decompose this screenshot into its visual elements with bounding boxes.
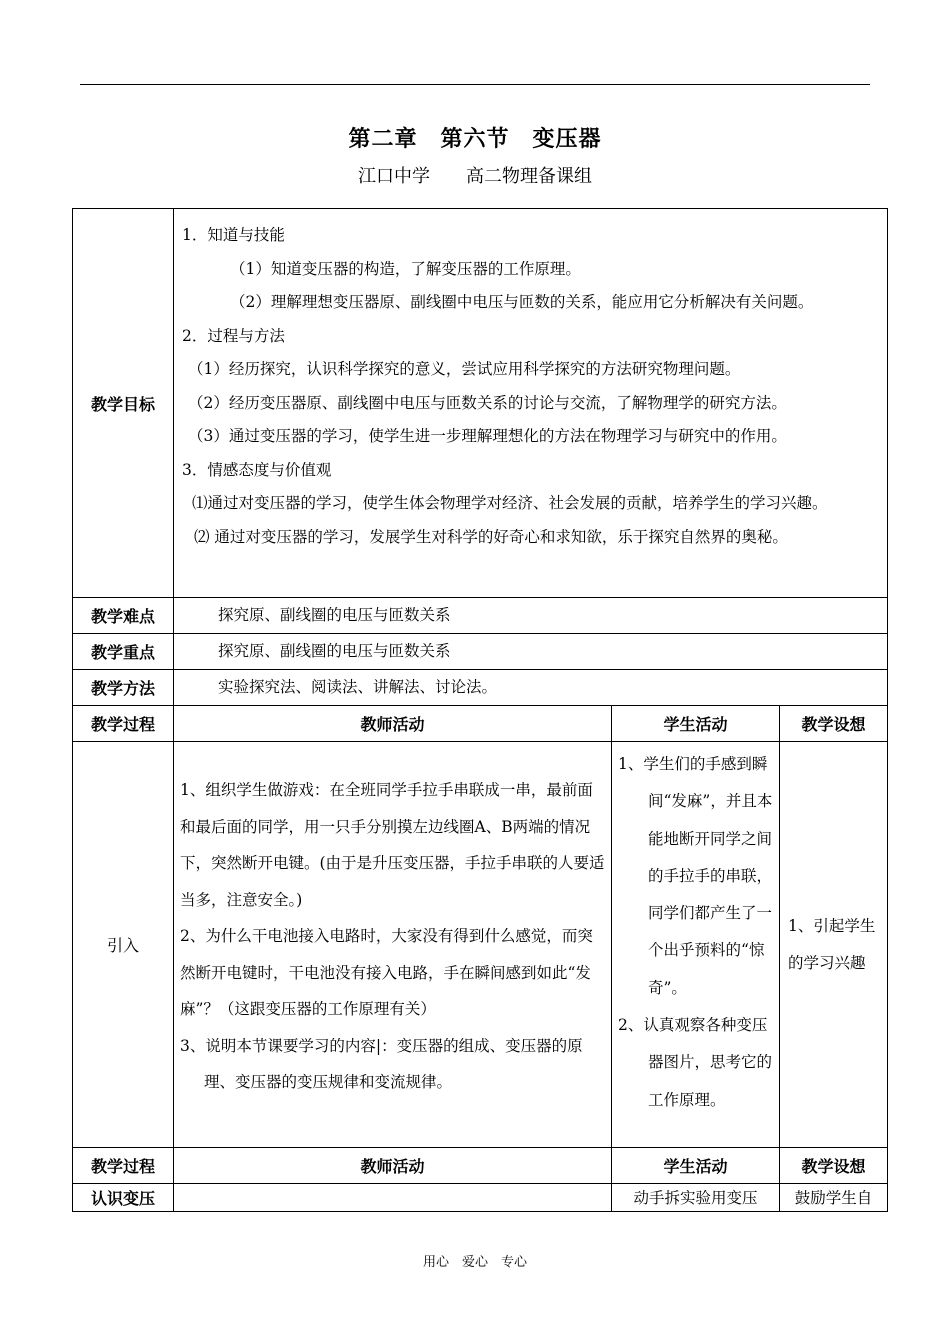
- document-subtitle: 江口中学 高二物理备课组: [358, 166, 592, 187]
- header-rule: [80, 84, 870, 85]
- difficulty-label: 教学难点: [73, 598, 174, 634]
- teacher-item: 3、说明本节课要学习的内容|：变压器的组成、变压器的原理、变压器的变压规律和变流规律。: [180, 1036, 583, 1091]
- key-point-row: [73, 634, 888, 670]
- goal-line: （2）理解理想变压器原、副线圈中电压与匝数的关系，能应用它分析解决有关问题。: [230, 293, 814, 311]
- goal-line: 1．知道与技能: [182, 226, 285, 244]
- teaching-design-header: 教学设想: [780, 1148, 888, 1184]
- goal-line: （1）知道变压器的构造，了解变压器的工作原理。: [230, 259, 581, 278]
- difficulty-row: [73, 598, 888, 634]
- method-label: 教学方法: [73, 670, 174, 706]
- goals-content: [174, 209, 888, 598]
- page-footer: 用心 爱心 专心: [422, 1255, 527, 1270]
- method-row: [73, 670, 888, 706]
- recognize-transformer-design: 鼓励学生自: [780, 1184, 888, 1212]
- goal-line: （1）经历探究，认识科学探究的意义，尝试应用科学探究的方法研究物理问题。: [188, 360, 741, 378]
- teacher-item: 2、为什么干电池接入电路时，大家没有得到什么感觉，而突然断开电键时，干电池没有接入电路，手在瞬间感到如此“发麻”？（这跟变压器的工作原理有关）: [180, 927, 593, 1018]
- student-activity-header: 学生活动: [612, 706, 780, 742]
- teacher-activity-header: 教师活动: [174, 1148, 612, 1184]
- process-header-row: [73, 706, 888, 742]
- design-item: 1、引起学生的学习兴趣: [788, 916, 876, 972]
- intro-teaching-design: [780, 742, 888, 1148]
- lesson-plan-table: [72, 208, 888, 1212]
- document-title: 第二章 第六节 变压器: [348, 126, 602, 152]
- process-header-row-2: [73, 1148, 888, 1184]
- goal-line: 2．过程与方法: [182, 326, 285, 345]
- recognize-transformer-student: 动手拆实验用变压: [612, 1184, 780, 1212]
- teaching-design-header: 教学设想: [780, 706, 888, 742]
- intro-student-activity: [612, 742, 780, 1148]
- key-point-label: 教学重点: [73, 634, 174, 670]
- goal-line: 3．情感态度与价值观: [182, 460, 332, 479]
- goal-line: ⑴通过对变压器的学习，使学生体会物理学对经济、社会发展的贡献，培养学生的学习兴趣。: [192, 494, 828, 512]
- goals-label: 教学目标: [73, 209, 174, 598]
- method-text: 实验探究法、阅读法、讲解法、讨论法。: [174, 670, 888, 706]
- intro-row: [73, 742, 888, 1148]
- goal-line: （3）通过变压器的学习，使学生进一步理解理想化的方法在物理学习与研究中的作用。: [188, 427, 787, 445]
- teacher-activity-header: 教师活动: [174, 706, 612, 742]
- teacher-item: 1、组织学生做游戏：在全班同学手拉手串联成一串，最前面和最后面的同学，用一只手分别摸左边线圈A、B两端的情况下，突然断开电键。(由于是升压变压器，手拉手串联的人要适当多，注意安全。): [180, 781, 605, 909]
- student-item: 1、学生们的手感到瞬间“发麻”，并且本能地断开同学之间的手拉手的串联，同学们都产生了一个出乎预料的“惊奇”。: [618, 755, 773, 997]
- student-item: 2、认真观察各种变压器图片，思考它的工作原理。: [618, 1016, 773, 1109]
- process-header: 教学过程: [73, 706, 174, 742]
- recognize-transformer-row: [73, 1184, 888, 1212]
- recognize-transformer-label: 认识变压: [73, 1184, 174, 1212]
- intro-label: 引入: [73, 742, 174, 1148]
- student-activity-header: 学生活动: [612, 1148, 780, 1184]
- key-point-text: 探究原、副线圈的电压与匝数关系: [174, 634, 888, 670]
- goals-row: [73, 209, 888, 598]
- difficulty-text: 探究原、副线圈的电压与匝数关系: [174, 598, 888, 634]
- recognize-transformer-teacher: [174, 1184, 612, 1212]
- goal-line: （2）经历变压器原、副线圈中电压与匝数关系的讨论与交流，了解物理学的研究方法。: [188, 393, 787, 412]
- goal-line: ⑵ 通过对变压器的学习，发展学生对科学的好奇心和求知欲，乐于探究自然界的奥秘。: [194, 527, 788, 546]
- process-header: 教学过程: [73, 1148, 174, 1184]
- intro-teacher-activity: [174, 742, 612, 1148]
